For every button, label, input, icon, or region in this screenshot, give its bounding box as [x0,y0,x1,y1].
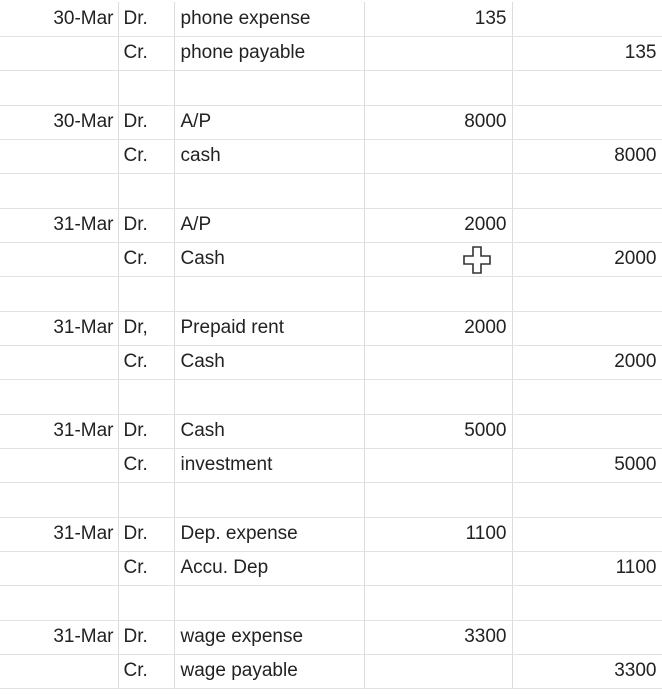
cr-label-cell[interactable]: Cr. [118,345,174,379]
date-cell[interactable] [0,448,118,482]
empty-cell[interactable] [174,585,364,620]
cr-label-cell[interactable]: Cr. [118,36,174,70]
empty-cell[interactable] [0,482,118,517]
date-cell[interactable] [0,242,118,276]
debit-amount-cell[interactable]: 3300 [364,620,512,654]
date-cell[interactable]: 30-Mar [0,2,118,36]
debit-amount-cell[interactable] [364,448,512,482]
date-cell[interactable]: 31-Mar [0,414,118,448]
empty-cell[interactable] [118,585,174,620]
table-row [0,345,662,379]
debit-amount-cell[interactable]: 5000 [364,414,512,448]
debit-amount-cell[interactable]: 2000 [364,208,512,242]
table-row [0,620,662,654]
dr-label-cell[interactable]: Dr. [118,620,174,654]
table-row [0,242,662,276]
account-cell[interactable]: A/P [174,105,364,139]
debit-amount-cell[interactable]: 135 [364,2,512,36]
empty-cell[interactable] [364,276,512,311]
credit-amount-cell[interactable] [512,2,662,36]
dr-label-cell[interactable]: Dr. [118,2,174,36]
debit-amount-cell[interactable] [364,242,512,276]
date-cell[interactable] [0,551,118,585]
credit-amount-cell[interactable]: 3300 [512,654,662,688]
dr-label-cell[interactable]: Dr. [118,208,174,242]
table-row [0,448,662,482]
empty-cell[interactable] [512,379,662,414]
credit-amount-cell[interactable] [512,105,662,139]
debit-amount-cell[interactable] [364,654,512,688]
table-row [0,482,662,517]
dr-label-cell[interactable]: Dr. [118,517,174,551]
empty-cell[interactable] [118,70,174,105]
credit-amount-cell[interactable] [512,208,662,242]
credit-amount-cell[interactable]: 2000 [512,345,662,379]
account-cell[interactable]: Accu. Dep [174,551,364,585]
account-cell[interactable]: Prepaid rent [174,311,364,345]
credit-amount-cell[interactable] [512,311,662,345]
empty-cell[interactable] [174,70,364,105]
empty-cell[interactable] [512,70,662,105]
dr-label-cell[interactable]: Dr. [118,414,174,448]
credit-amount-cell[interactable]: 1100 [512,551,662,585]
account-cell[interactable]: investment [174,448,364,482]
credit-amount-cell[interactable] [512,620,662,654]
empty-cell[interactable] [364,173,512,208]
credit-amount-cell[interactable]: 135 [512,36,662,70]
account-cell[interactable]: cash [174,139,364,173]
debit-amount-cell[interactable]: 1100 [364,517,512,551]
table-row [0,70,662,105]
cr-label-cell[interactable]: Cr. [118,551,174,585]
date-cell[interactable] [0,345,118,379]
credit-amount-cell[interactable]: 8000 [512,139,662,173]
empty-cell[interactable] [0,173,118,208]
account-cell[interactable]: Cash [174,345,364,379]
dr-label-cell[interactable]: Dr, [118,311,174,345]
journal-entries-table [0,2,662,689]
empty-cell[interactable] [512,173,662,208]
empty-cell[interactable] [118,276,174,311]
account-cell[interactable]: phone payable [174,36,364,70]
empty-cell[interactable] [0,70,118,105]
empty-cell[interactable] [364,70,512,105]
dr-label-cell[interactable]: Dr. [118,105,174,139]
empty-cell[interactable] [174,482,364,517]
account-cell[interactable]: Cash [174,242,364,276]
cr-label-cell[interactable]: Cr. [118,139,174,173]
empty-cell[interactable] [512,276,662,311]
table-row [0,517,662,551]
table-row [0,585,662,620]
empty-cell[interactable] [364,482,512,517]
account-cell[interactable]: Cash [174,414,364,448]
table-row [0,311,662,345]
account-cell[interactable]: wage expense [174,620,364,654]
debit-amount-cell[interactable] [364,139,512,173]
credit-amount-cell[interactable]: 2000 [512,242,662,276]
debit-amount-cell[interactable] [364,345,512,379]
debit-amount-cell[interactable]: 8000 [364,105,512,139]
empty-cell[interactable] [174,276,364,311]
empty-cell[interactable] [118,379,174,414]
table-row [0,36,662,70]
date-cell[interactable]: 31-Mar [0,517,118,551]
empty-cell[interactable] [364,585,512,620]
cr-label-cell[interactable]: Cr. [118,242,174,276]
date-cell[interactable]: 31-Mar [0,620,118,654]
cr-label-cell[interactable]: Cr. [118,654,174,688]
credit-amount-cell[interactable]: 5000 [512,448,662,482]
table-row [0,379,662,414]
table-row [0,139,662,173]
empty-cell[interactable] [174,173,364,208]
table-row [0,2,662,36]
date-cell[interactable] [0,654,118,688]
empty-cell[interactable] [364,379,512,414]
table-row [0,105,662,139]
debit-amount-cell[interactable]: 2000 [364,311,512,345]
credit-amount-cell[interactable] [512,414,662,448]
empty-cell[interactable] [118,173,174,208]
date-cell[interactable]: 31-Mar [0,208,118,242]
empty-cell[interactable] [512,585,662,620]
debit-amount-cell[interactable] [364,551,512,585]
cr-label-cell[interactable]: Cr. [118,448,174,482]
empty-cell[interactable] [174,379,364,414]
table-row [0,276,662,311]
account-cell[interactable]: wage payable [174,654,364,688]
empty-cell[interactable] [0,276,118,311]
date-cell[interactable]: 30-Mar [0,105,118,139]
date-cell[interactable] [0,139,118,173]
table-row [0,551,662,585]
table-row [0,208,662,242]
account-cell[interactable]: phone expense [174,2,364,36]
empty-cell[interactable] [118,482,174,517]
date-cell[interactable] [0,36,118,70]
account-cell[interactable]: A/P [174,208,364,242]
empty-cell[interactable] [0,379,118,414]
empty-cell[interactable] [0,585,118,620]
debit-amount-cell[interactable] [364,36,512,70]
credit-amount-cell[interactable] [512,517,662,551]
empty-cell[interactable] [512,482,662,517]
date-cell[interactable]: 31-Mar [0,311,118,345]
account-cell[interactable]: Dep. expense [174,517,364,551]
table-row [0,414,662,448]
table-row [0,654,662,688]
table-row [0,173,662,208]
